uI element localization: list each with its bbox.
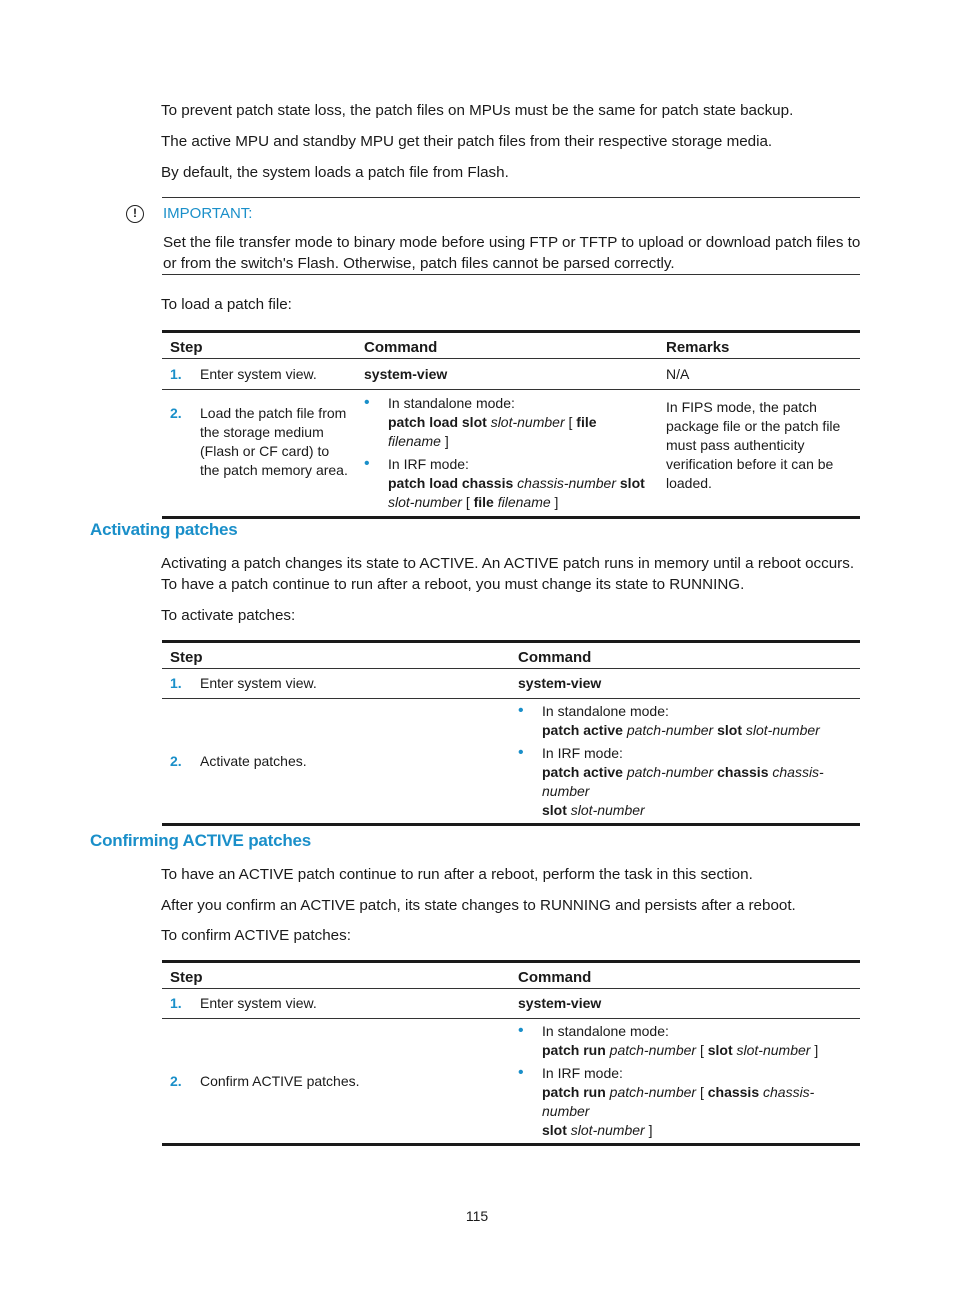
cmd-arg: chassis-number (542, 1084, 815, 1119)
section-heading-activating: Activating patches (90, 520, 238, 539)
table-row (162, 390, 860, 518)
col-command: Command (510, 962, 860, 989)
cmd-keyword: patch run (542, 1084, 606, 1100)
cmd-bracket: [ (465, 494, 470, 510)
cmd-arg: slot-number (745, 722, 820, 738)
activating-intro: To activate patches: (161, 607, 296, 624)
list-item (518, 1022, 852, 1060)
step-text: Enter system view. (200, 675, 317, 691)
load-intro: To load a patch file: (161, 296, 292, 313)
list-item (518, 702, 852, 740)
important-bottom-rule (162, 274, 860, 275)
step-number: 1. (170, 365, 182, 382)
intro-paragraph-2: The active MPU and standby MPU get their patch files from their respective storage media. (161, 133, 773, 150)
important-icon: ! (126, 205, 144, 223)
activating-paragraph: Activating a patch changes its state to ACTIVE. An ACTIVE patch runs in memory until a reboot occurs. To have a patch continue to run after a reboot, you must change its state to RUNNING. (161, 555, 855, 593)
cmd-bracket: ] (554, 494, 559, 510)
intro-paragraph-3: By default, the system loads a patch file from Flash. (161, 164, 509, 181)
cmd-keyword: file (473, 494, 494, 510)
cmd-keyword: slot (717, 722, 742, 738)
cmd-arg: slot-number (490, 414, 565, 430)
command-list (364, 394, 650, 512)
table-row (162, 989, 860, 1019)
confirming-intro: To confirm ACTIVE patches: (161, 927, 351, 944)
step-number: 2. (170, 752, 182, 769)
mode-label: In IRF mode: (542, 1065, 623, 1081)
cmd-arg: slot-number (388, 494, 462, 510)
list-item (364, 455, 650, 512)
cmd-keyword: patch run (542, 1042, 606, 1058)
table-row (162, 669, 860, 699)
cmd-keyword: patch load slot (388, 414, 487, 430)
cmd-keyword: file (576, 414, 597, 430)
command-text: system-view (518, 995, 602, 1011)
intro-paragraph-1: To prevent patch state loss, the patch files on MPUs must be the same for patch state backup. (161, 102, 794, 119)
step-text: Load the patch file from the storage medium (Flash or CF card) to the patch memory area. (200, 405, 348, 478)
mode-label: In IRF mode: (542, 745, 623, 761)
col-command: Command (356, 332, 658, 359)
table-row (162, 1019, 860, 1145)
cmd-bracket: ] (814, 1042, 819, 1058)
table-row (162, 699, 860, 825)
cmd-keyword: slot (542, 1122, 567, 1138)
page-number: 115 (465, 1208, 489, 1224)
cmd-bracket: ] (444, 433, 449, 449)
command-list (518, 1022, 852, 1140)
cmd-arg: slot-number (736, 1042, 811, 1058)
cmd-keyword: patch load chassis (388, 475, 514, 491)
important-top-rule (162, 197, 860, 198)
cmd-bracket: ] (648, 1122, 653, 1138)
list-item (518, 744, 852, 820)
list-item (518, 1064, 852, 1140)
cmd-arg: filename (497, 494, 551, 510)
confirming-paragraph-1: To have an ACTIVE patch continue to run after a reboot, perform the task in this section. (161, 866, 753, 883)
cmd-bracket: [ (568, 414, 573, 430)
cmd-keyword: slot (707, 1042, 733, 1058)
cmd-arg: patch-number (609, 1084, 697, 1100)
cmd-keyword: chassis (717, 764, 769, 780)
step-text: Activate patches. (200, 752, 307, 769)
cmd-arg: patch-number (626, 722, 714, 738)
mode-label: In IRF mode: (388, 456, 469, 472)
cmd-keyword: patch active (542, 764, 623, 780)
confirming-paragraph-2: After you confirm an ACTIVE patch, its state changes to RUNNING and persists after a reboot. (161, 897, 796, 914)
cmd-arg: chassis-number (517, 475, 616, 491)
step-number: 2. (170, 1072, 182, 1089)
confirm-table (162, 960, 860, 1146)
step-text: Confirm ACTIVE patches. (200, 1072, 360, 1089)
col-step: Step (162, 962, 510, 989)
step-text: Enter system view. (200, 995, 317, 1011)
col-remarks: Remarks (658, 332, 860, 359)
cmd-arg: slot-number (570, 802, 645, 818)
cmd-keyword: patch active (542, 722, 623, 738)
cmd-keyword: slot (542, 802, 567, 818)
important-label: IMPORTANT: (163, 205, 253, 222)
mode-label: In standalone mode: (388, 395, 515, 411)
step-number: 1. (170, 675, 182, 691)
command-text: system-view (364, 365, 448, 382)
remarks-text: In FIPS mode, the patch package file or the patch file must pass authenticity verification before it can be loaded. (658, 390, 860, 518)
col-step: Step (162, 332, 356, 359)
step-number: 2. (170, 405, 182, 421)
cmd-keyword: chassis (707, 1084, 760, 1100)
col-step: Step (162, 642, 510, 669)
command-list (518, 702, 852, 820)
command-text: system-view (518, 675, 602, 691)
load-patch-table (162, 330, 860, 519)
table-row (162, 359, 860, 390)
col-command: Command (510, 642, 860, 669)
cmd-arg: patch-number (626, 764, 714, 780)
cmd-arg: patch-number (609, 1042, 697, 1058)
activate-table (162, 640, 860, 826)
remarks-text: N/A (658, 359, 860, 390)
mode-label: In standalone mode: (542, 703, 669, 719)
cmd-bracket: [ (699, 1042, 704, 1058)
cmd-arg: chassis-number (542, 764, 824, 799)
step-text: Enter system view. (200, 365, 317, 382)
important-text: Set the file transfer mode to binary mode before using FTP or TFTP to upload or download patch files to or from the switch's Flash. Otherwise, patch files cannot be parsed correctly. (163, 234, 861, 272)
section-heading-confirming: Confirming ACTIVE patches (90, 831, 312, 850)
step-number: 1. (170, 995, 182, 1011)
cmd-bracket: [ (699, 1084, 704, 1100)
cmd-arg: slot-number (570, 1122, 645, 1138)
mode-label: In standalone mode: (542, 1023, 669, 1039)
list-item (364, 394, 650, 451)
cmd-arg: filename (388, 433, 441, 449)
cmd-keyword: slot (619, 475, 645, 491)
